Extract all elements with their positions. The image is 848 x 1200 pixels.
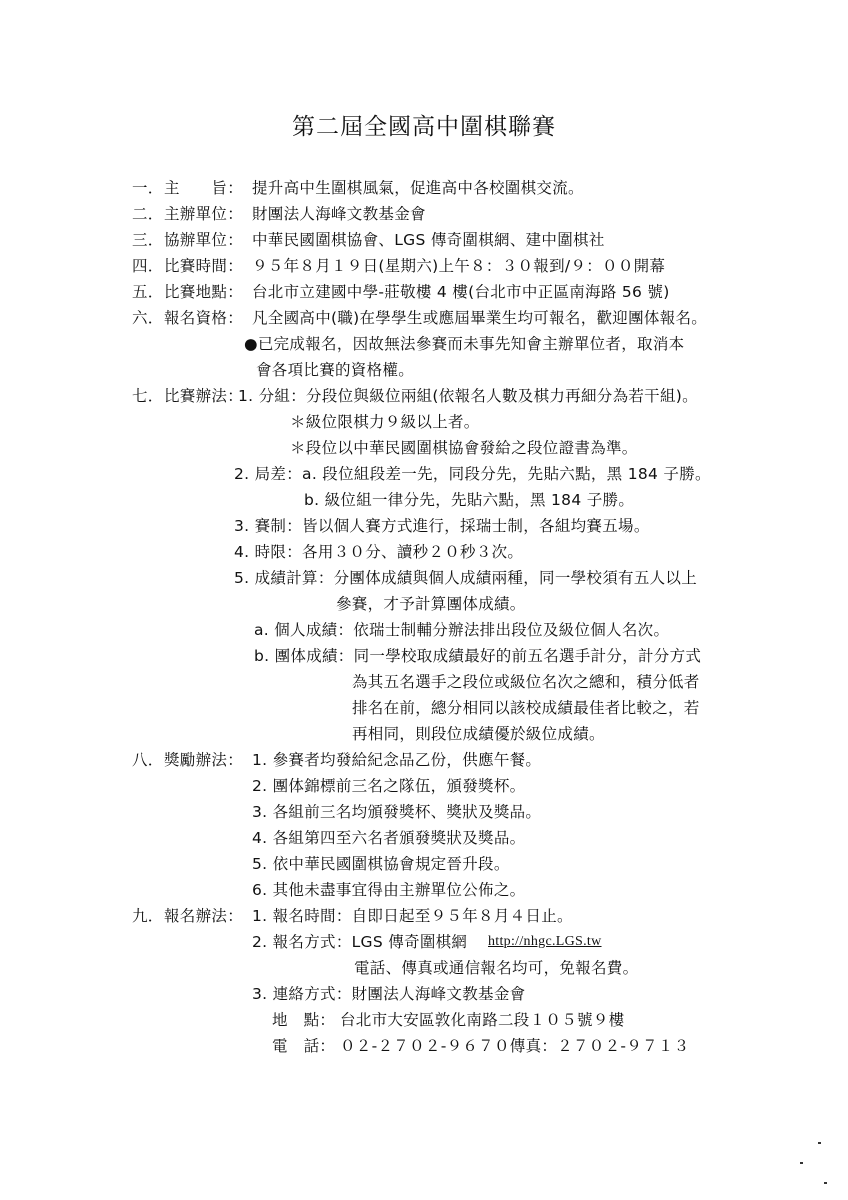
section-label: 獎勵辦法： [164,751,244,769]
phone-label: 電 話： [272,1037,336,1055]
section-number: 二． [132,205,164,223]
rule-subitem: ＊段位以中華民國圍棋協會發給之段位證書為準。 [290,439,638,457]
scan-speck [800,1162,803,1164]
scan-speck [824,1182,827,1184]
address-label: 地 點： [272,1011,336,1029]
rule-subitem: 排名在前，總分相同以該校成績最佳者比較之，若 [352,699,700,717]
registration-item: 1. 報名時間：自即日起至９５年８月４日止。 [252,907,573,925]
section-label: 主 旨： [164,179,244,197]
section-text: 凡全國高中(職)在學學生或應屆畢業生均可報名，歡迎團体報名。 [252,309,708,327]
award-item: 4. 各組第四至六名者頒發獎狀及獎品。 [252,829,526,847]
rule-subitem: a. 個人成績：依瑞士制輔分辦法排出段位及級位個人名次。 [254,621,670,639]
section-number: 一． [132,179,164,197]
section-text: 台北市立建國中學-莊敬樓 4 樓(台北市中正區南海路 56 號) [252,283,670,301]
award-item: 3. 各組前三名均頒發獎杯、獎狀及獎品。 [252,803,542,821]
section-text: ９５年８月１９日(星期六)上午８：３０報到/９：００開幕 [252,257,666,275]
section-number: 五． [132,283,164,301]
rule-item: 1. 分組：分段位與級位兩組(依報名人數及棋力再細分為若干組)。 [238,387,698,405]
section-label: 主辦單位： [164,205,244,223]
note-line: 會各項比賽的資格權。 [256,361,415,379]
section-text: 財團法人海峰文教基金會 [252,205,426,223]
phone-value: ０２-２７０２-９６７０傳真：２７０２-９７１３ [340,1037,690,1055]
rule-item: 4. 時限：各用３０分、讀秒２０秒３次。 [234,543,524,561]
award-item: 1. 參賽者均發給紀念品乙份，供應午餐。 [252,751,542,769]
registration-item: 2. 報名方式：LGS 傳奇圍棋網 [252,933,468,951]
section-number: 三． [132,231,164,249]
note-line: ●已完成報名，因故無法參賽而未事先知會主辦單位者，取消本 [244,335,685,353]
section-number: 六． [132,309,164,327]
rule-subitem: ＊級位限棋力９級以上者。 [290,413,480,431]
rule-item: 3. 賽制：皆以個人賽方式進行，採瑞士制，各組均賽五場。 [234,517,650,535]
award-item: 5. 依中華民國圍棋協會規定晉升段。 [252,855,510,873]
section-label: 比賽時間： [164,257,244,275]
section-text: 中華民國圍棋協會、LGS 傳奇圍棋網、建中圍棋社 [252,231,605,249]
section-label: 報名資格： [164,309,244,327]
section-number: 八． [132,751,164,769]
section-number: 四． [132,257,164,275]
registration-item: 3. 連絡方式：財團法人海峰文教基金會 [252,985,526,1003]
section-label: 協辦單位： [164,231,244,249]
award-item: 6. 其他未盡事宜得由主辦單位公佈之。 [252,881,526,899]
rule-subitem: 參賽，才予計算團体成績。 [336,595,526,613]
section-label: 比賽地點： [164,283,244,301]
section-label: 比賽辦法： [164,387,244,405]
rule-item: 2. 局差：a. 段位組段差一先，同段分先，先貼六點，黑 184 子勝。 [234,465,711,483]
address-value: 台北市大安區敦化南路二段１０５號９樓 [340,1011,625,1029]
section-text: 提升高中生圍棋風氣，促進高中各校圍棋交流。 [252,179,584,197]
rule-subitem: b. 級位組一律分先，先貼六點，黑 184 子勝。 [304,491,635,509]
section-number: 七． [132,387,164,405]
section-number: 九． [132,907,164,925]
rule-item: 5. 成績計算：分團体成績與個人成績兩種，同一學校須有五人以上 [234,569,698,587]
website-link[interactable]: http://nhgc.LGS.tw [488,934,602,949]
registration-note: 電話、傳真或通信報名均可，免報名費。 [354,959,639,977]
rule-subitem: 再相同，則段位成績優於級位成績。 [352,725,605,743]
page-title: 第二屆全國高中圍棋聯賽 [292,114,556,140]
section-label: 報名辦法： [164,907,244,925]
rule-subitem: 為其五名選手之段位或級位名次之總和，積分低者 [352,673,700,691]
scan-speck [818,1142,821,1144]
award-item: 2. 團体錦標前三名之隊伍，頒發獎杯。 [252,777,526,795]
rule-subitem: b. 團体成績：同一學校取成績最好的前五名選手計分，計分方式 [254,647,702,665]
